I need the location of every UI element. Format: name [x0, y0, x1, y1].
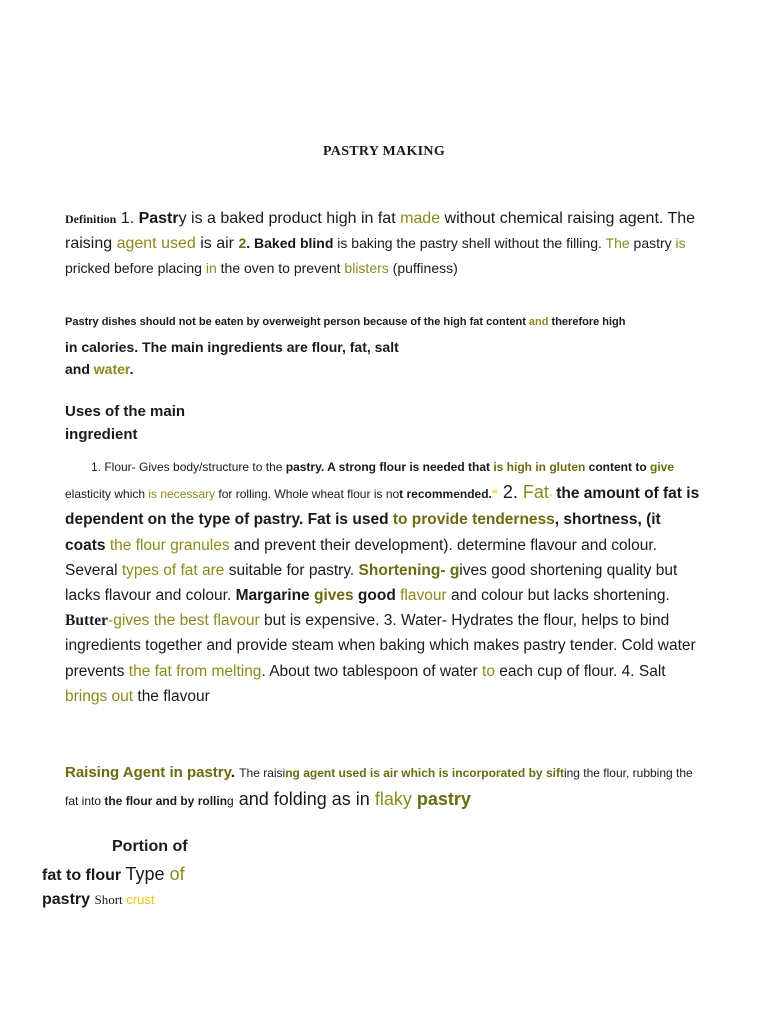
text-run: therefore high [548, 316, 626, 328]
text-run: is [675, 235, 686, 251]
text-run: suitable for pastry. [224, 561, 359, 579]
text-run: - Hydrates the flour, helps to bind ingredients together and provide steam when baking which makes pastry tender. Cold water prevents [65, 612, 696, 680]
text-run: pricked before placing [65, 260, 206, 276]
text-run: the oven to prevent [216, 260, 345, 276]
text-run: 1. Flour- Gives body/structure to the [91, 460, 286, 474]
text-run: to [482, 662, 495, 680]
text-run: made [400, 210, 441, 227]
text-run: . [129, 361, 134, 377]
text-run: 2 [238, 235, 247, 251]
table-fragment-line-2 [42, 864, 185, 885]
text-run: . [246, 235, 255, 251]
text-run: in calories. The main ingredients are flour, fat, salt [65, 339, 399, 355]
text-run: types [121, 561, 159, 579]
text-run: , shortness, (it coats [65, 511, 661, 554]
text-run: (puffiness) [388, 260, 458, 276]
text-run: ng agent used is air which is incorporated by sift [285, 766, 564, 780]
text-run: pastry [285, 460, 321, 474]
text-run: Baked blind [254, 235, 334, 251]
text-run: good [353, 587, 401, 605]
text-run: and [65, 361, 94, 377]
text-run: Shortening- g [358, 561, 460, 579]
text-run: gives [313, 587, 354, 605]
section-heading-uses: Uses of the main ingredient [65, 403, 186, 443]
text-run: Water [401, 612, 442, 630]
text-run: is high in gluten [493, 460, 586, 474]
text-run: water [93, 361, 130, 377]
text-run: each cup of flour. 4. Salt [494, 662, 666, 680]
raising-agent-paragraph [65, 760, 705, 814]
text-run: pastry [411, 789, 471, 809]
text-run: crust [126, 892, 155, 907]
text-run: tenderness [467, 511, 555, 529]
text-run: agent [116, 235, 157, 252]
text-run: brings out [65, 687, 134, 705]
text-run: - [548, 487, 557, 502]
text-run: ives good shortening quality but lacks flavour and colour. [65, 561, 678, 605]
text-run: elasticity which [65, 487, 149, 502]
text-run: pastry [42, 891, 95, 908]
text-run: is baking the pastry shell without the filling. [333, 235, 606, 251]
diet-note-continued [65, 336, 485, 380]
text-run: to provide [392, 511, 468, 529]
text-run: g [227, 794, 234, 808]
text-run: is air [195, 235, 239, 252]
text-run: gives the best flavour [113, 612, 260, 630]
text-run: and colour but lacks shortening. [446, 587, 670, 605]
text-run: the fat from melting [128, 662, 262, 680]
table-fragment-line-3 [42, 891, 154, 909]
diet-note-line [65, 313, 705, 331]
text-run: the flour granules [109, 536, 230, 554]
text-run: ing the flour, rubbing the fat into [65, 766, 693, 808]
ingredients-paragraph [65, 454, 705, 709]
text-run: in [205, 260, 217, 276]
text-run: Butter [65, 612, 109, 630]
text-run: y is a baked product high in fat [178, 210, 401, 227]
page-title: PASTRY MAKING [322, 144, 446, 159]
text-run: Raising Agent in pastry [65, 764, 231, 781]
text-run: t recommended. [399, 487, 492, 502]
text-run: the flavour [133, 687, 210, 705]
text-run: flavour [400, 587, 447, 605]
text-run: The raisi [239, 766, 286, 780]
text-run: - [108, 612, 114, 630]
text-run: flaky [374, 789, 412, 809]
text-run: . About two tablespoon of water [261, 662, 483, 680]
text-run: 1. [116, 210, 139, 227]
text-run: “ [491, 487, 498, 502]
text-run: of [164, 864, 185, 884]
text-run: and prevent their development). determine flavour and colour. Several [65, 536, 657, 579]
text-run: . A strong flour is needed that [320, 460, 494, 474]
text-run: of fat are [163, 561, 225, 579]
text-run: but is expensive. 3. [259, 612, 402, 630]
text-run: fat to flour [42, 867, 126, 884]
definition-paragraph [65, 207, 705, 281]
text-run: Short [94, 892, 123, 907]
text-run: for rolling. Whole wheat flour is no [215, 487, 400, 502]
text-run: blisters [344, 260, 389, 276]
text-run: content to [585, 460, 651, 474]
text-run: the flour and by rollin [104, 794, 228, 808]
text-run: give [650, 460, 675, 474]
text-run: . [230, 764, 240, 781]
text-run: and folding as in [233, 789, 375, 809]
text-run: without chemical raising agent. The raising [65, 210, 696, 252]
text-run: Margarine [235, 587, 314, 605]
text-run: The [605, 235, 630, 251]
text-run: Pastr [138, 210, 179, 227]
text-run: used [161, 235, 196, 252]
text-run: Fat [522, 482, 549, 503]
text-run: pastry [629, 235, 676, 251]
text-run: Type [125, 864, 165, 884]
text-run: the amount of fat is dependent on the type of pastry. Fat is used [65, 485, 700, 529]
definition-label: Definition [65, 212, 117, 226]
text-run: 2. [497, 482, 523, 503]
text-run: is necessary [148, 487, 216, 502]
text-run: and [528, 316, 549, 328]
text-run: Pastry dishes should not be eaten by overweight person because of the high fat content [65, 316, 529, 328]
table-fragment-line-1: Portion of [112, 838, 188, 855]
